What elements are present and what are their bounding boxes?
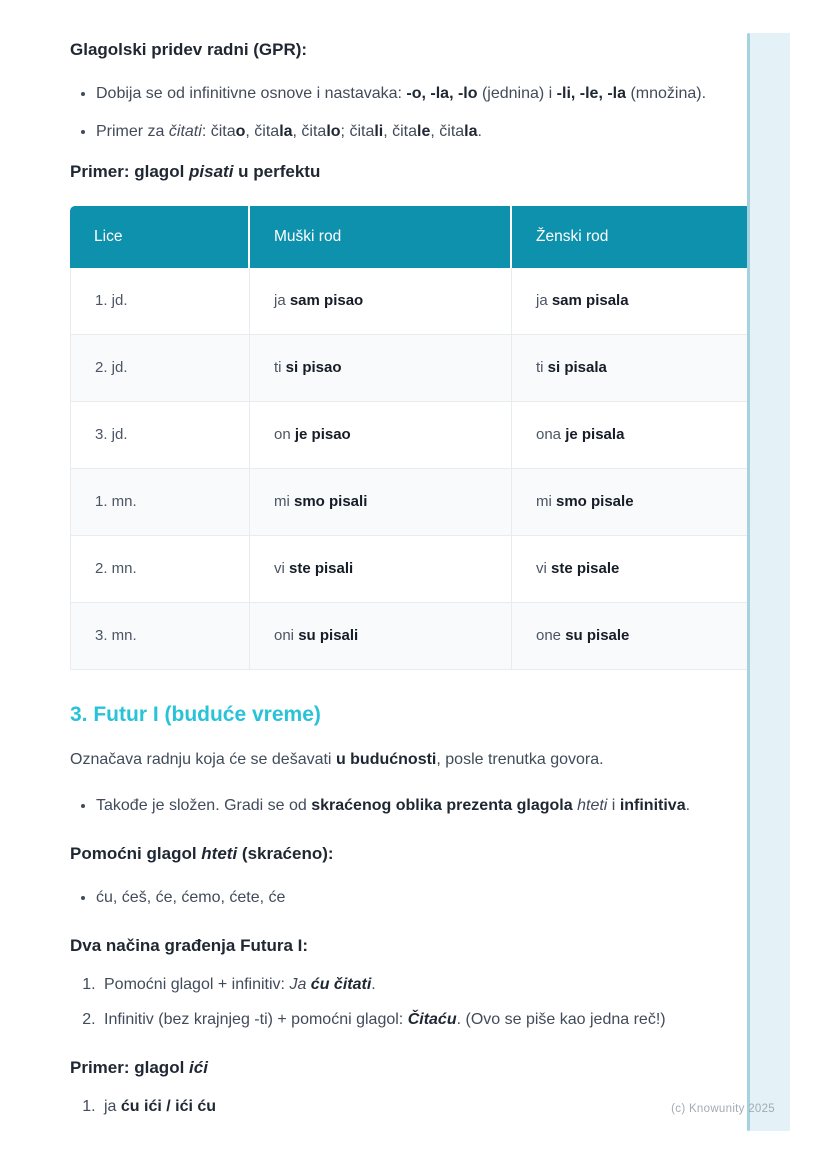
table-header-row — [70, 206, 780, 268]
text-segment: smo pisale — [556, 493, 634, 510]
text-segment: o — [235, 123, 246, 140]
text-segment: 1. jd. — [95, 292, 128, 309]
text-segment: la — [279, 123, 293, 140]
heading-dva-nacina: Dva načina građenja Futura I: — [70, 936, 309, 955]
heading-primer-ici — [70, 1056, 762, 1080]
text-segment: čitati — [168, 123, 202, 140]
heading-gpr: Glagolski pridev radni (GPR): — [70, 40, 308, 59]
text-segment: u perfektu — [233, 162, 321, 181]
text-segment: su pisali — [298, 627, 359, 644]
text-segment: ići — [189, 1058, 208, 1077]
table-row — [70, 335, 780, 402]
text-segment: sam pisao — [289, 292, 364, 309]
text-segment: Primer: glagol — [70, 1058, 190, 1077]
text-segment: je pisala — [565, 426, 625, 443]
text-segment: . — [371, 976, 376, 993]
text-segment: (jednina) i — [477, 85, 557, 102]
text-segment: ću, ćeš, će, ćemo, ćete, će — [96, 889, 286, 906]
text-segment: je pisao — [294, 426, 351, 443]
table-cell — [70, 268, 250, 335]
text-segment: on — [274, 426, 295, 443]
text-segment: -o, -la, -lo — [406, 85, 478, 102]
ici-ordered-list — [70, 1093, 762, 1121]
text-segment: si pisala — [547, 359, 607, 376]
text-segment: 1. mn. — [95, 493, 137, 510]
table-cell — [250, 402, 512, 469]
text-segment: , čita — [292, 123, 327, 140]
text-segment: Primer: glagol — [70, 162, 190, 181]
heading-pomocni — [70, 842, 762, 866]
text-segment: . (Ovo se piše kao jedna reč!) — [456, 1011, 666, 1028]
text-segment: ću ići / ići ću — [120, 1098, 217, 1115]
futur-intro-paragraph — [70, 746, 762, 774]
table-row — [70, 603, 780, 670]
column-header-muski-rod: Muški rod — [250, 206, 512, 268]
text-segment: mi — [274, 493, 294, 510]
column-header-zenski-rod: Ženski rod — [512, 206, 780, 268]
text-segment: hteti — [201, 844, 238, 863]
text-segment: Infinitiv (bez krajnjeg -ti) + pomoćni glagol: — [104, 1011, 408, 1028]
table-cell — [70, 603, 250, 670]
text-segment: lo — [326, 123, 341, 140]
text-segment: : čita — [201, 123, 236, 140]
text-segment: ja — [274, 292, 290, 309]
table-cell — [250, 469, 512, 536]
text-segment: ću čitati — [310, 976, 372, 993]
list-item — [96, 884, 762, 912]
table-cell — [250, 603, 512, 670]
table-cell — [512, 335, 780, 402]
table-cell — [250, 268, 512, 335]
text-segment: . — [477, 123, 482, 140]
text-segment: , čita — [383, 123, 418, 140]
text-segment: li — [374, 123, 384, 140]
text-segment: 3. jd. — [95, 426, 128, 443]
table-body — [70, 268, 780, 670]
page-edge-line — [747, 33, 750, 1131]
table-cell — [512, 469, 780, 536]
table-cell — [250, 335, 512, 402]
futur-bullet-list — [70, 792, 762, 820]
text-segment: ste pisale — [551, 560, 620, 577]
text-segment: smo pisali — [294, 493, 368, 510]
copyright-footer: (c) Knowunity 2025 — [671, 1103, 775, 1115]
text-segment: mi — [536, 493, 556, 510]
table-head — [70, 206, 780, 268]
text-segment: , čita — [430, 123, 465, 140]
text-segment: ti — [536, 359, 548, 376]
pomocni-bullet-list — [70, 884, 762, 912]
text-segment: Označava radnju koja će se dešavati — [70, 751, 336, 768]
table-cell — [512, 603, 780, 670]
table-row — [70, 402, 780, 469]
text-segment: i — [607, 797, 620, 814]
text-segment: Takođe je složen. Gradi se od — [96, 797, 312, 814]
table-cell — [70, 469, 250, 536]
text-segment: vi — [536, 560, 551, 577]
text-segment: ti — [274, 359, 286, 376]
heading-futur: 3. Futur I (buduće vreme) — [70, 703, 321, 726]
list-item — [96, 792, 762, 820]
text-segment: , čita — [245, 123, 280, 140]
text-segment: Čitaću — [407, 1011, 457, 1028]
list-item — [100, 1093, 762, 1121]
text-segment: Ja — [289, 976, 307, 993]
text-segment: Dobija se od infinitivne osnove i nastavaka: — [96, 85, 407, 102]
text-segment: 2. jd. — [95, 359, 128, 376]
table-cell — [250, 536, 512, 603]
conjugation-table — [70, 206, 780, 670]
table-cell — [512, 402, 780, 469]
list-item — [100, 1006, 762, 1034]
list-item — [100, 971, 762, 999]
text-segment: ja — [104, 1098, 121, 1115]
table-cell — [512, 268, 780, 335]
text-segment: Primer za — [96, 123, 169, 140]
text-segment: ja — [536, 292, 552, 309]
text-segment: ; čita — [340, 123, 375, 140]
text-segment: 3. mn. — [95, 627, 137, 644]
text-segment: infinitiva — [619, 797, 686, 814]
table-row — [70, 469, 780, 536]
table-row — [70, 268, 780, 335]
text-segment: la — [464, 123, 478, 140]
text-segment: (skraćeno): — [237, 844, 334, 863]
table-cell — [512, 536, 780, 603]
text-segment: sam pisala — [551, 292, 629, 309]
text-segment: 2. mn. — [95, 560, 137, 577]
text-segment: vi — [274, 560, 289, 577]
heading-primer-pisati — [70, 160, 762, 184]
text-segment: one — [536, 627, 566, 644]
text-segment: u budućnosti — [335, 751, 437, 768]
list-item — [96, 80, 762, 108]
text-segment: si pisao — [285, 359, 342, 376]
text-segment: su pisale — [565, 627, 630, 644]
column-header-lice: Lice — [70, 206, 250, 268]
text-segment: , posle trenutka govora. — [436, 751, 604, 768]
text-segment: Pomoćni glagol — [70, 844, 202, 863]
table-cell — [70, 536, 250, 603]
list-item — [96, 118, 762, 146]
text-segment: -li, -le, -la — [556, 85, 627, 102]
dva-nacina-ordered-list — [70, 971, 762, 1034]
text-segment: . — [685, 797, 691, 814]
text-segment: ste pisali — [289, 560, 354, 577]
text-segment: Pomoćni glagol + infinitiv: — [104, 976, 290, 993]
table-cell — [70, 402, 250, 469]
gpr-bullet-list — [70, 80, 762, 146]
text-segment: (množina). — [626, 85, 707, 102]
text-segment: le — [417, 123, 431, 140]
text-segment: hteti — [577, 797, 608, 814]
text-segment: pisati — [189, 162, 234, 181]
text-segment: skraćenog oblika prezenta glagola — [311, 797, 573, 814]
page-edge-highlight — [750, 33, 790, 1131]
table-row — [70, 536, 780, 603]
text-segment: oni — [274, 627, 299, 644]
document-content — [70, 0, 762, 1121]
table-cell — [70, 335, 250, 402]
text-segment: ona — [536, 426, 566, 443]
